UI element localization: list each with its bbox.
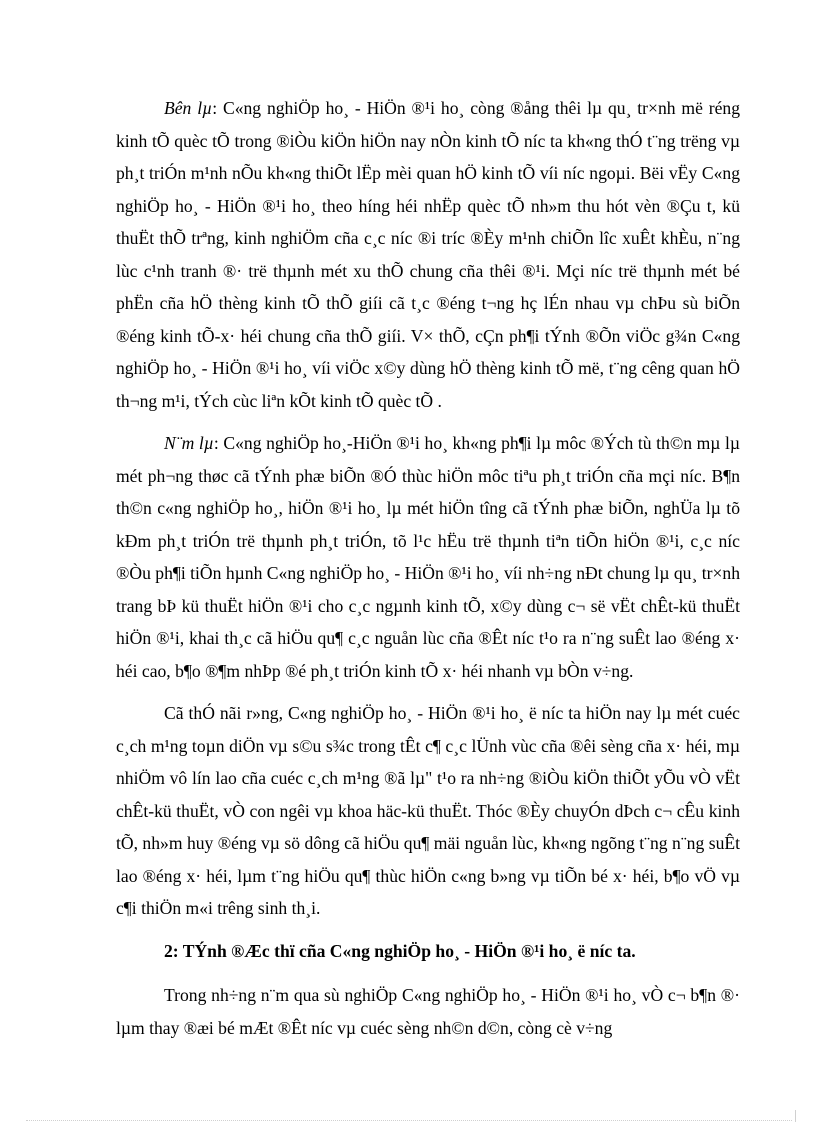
paragraph-lead-italic: N¨m lµ — [164, 433, 214, 453]
paragraph-lead-italic: Bên lµ — [164, 98, 213, 118]
page-bottom-rule — [26, 1120, 792, 1121]
paragraph-closing: Trong nh÷ng n¨m qua sù nghiÖp C«ng nghiÖp ho¸ - HiÖn ®¹i ho¸ vÒ c¬ b¶n ®· lµm thay ®æi bé mÆt ®Êt níc vµ cuéc sèng nh©n d©n, còng cè v÷ng — [116, 985, 740, 1038]
paragraph-text: : C«ng nghiÖp ho¸ - HiÖn ®¹i ho¸ còng ®ång thêi lµ qu¸ tr×nh më réng kinh tÕ quèc tÕ trong ®iÒu kiÖn hiÖn nay nÒn kinh tÕ níc ta kh«ng thÓ t¨ng trëng vµ ph¸t triÓn m¹nh nÕu kh«ng thiÕt lËp mèi quan hÖ kinh tÕ víi níc ngoµi. Bëi vËy C«ng nghiÖp ho¸ - HiÖn ®¹i ho¸ theo híng héi nhËp quèc tÕ nh»m thu hót vèn ®Çu t, kü thuËt thÕ trªng, kinh nghiÖm cña c¸c níc ®i tríc ®Èy m¹nh chiÕn lîc xuÊt khÈu, n¨ng lùc c¹nh tranh ®· trë thµnh mét xu thÕ chung cña thêi ®¹i. Mçi níc trë thµnh mét bé phËn cña hÖ thèng kinh tÕ thÕ giíi cã t¸c ®éng t¬ng hç lÉn nhau vµ chÞu sù biÕn ®éng kinh tÕ-x· héi chung cña thÕ giíi. V× thÕ, cÇn ph¶i tÝnh ®Õn viÖc g¾n C«ng nghiÖp ho¸ - HiÖn ®¹i ho¸ víi viÖc x©y dùng hÖ thèng kinh tÕ më, t¨ng cêng quan hÖ th¬ng m¹i, tÝch cùc liªn kÕt kinh tÕ quèc tÕ . — [116, 98, 740, 411]
page-corner-mark — [795, 1110, 796, 1122]
paragraph-ben-la — [116, 92, 740, 417]
paragraph-text: : C«ng nghiÖp ho¸-HiÖn ®¹i ho¸ kh«ng ph¶i lµ môc ®Ých tù th©n mµ lµ mét ph¬ng thøc cã tÝnh phæ biÕn ®Ó thùc hiÖn môc tiªu ph¸t triÓn cña mçi níc. B¶n th©n c«ng nghiÖp ho¸, hiÖn ®¹i ho¸ lµ mét hiÖn tîng cã tÝnh phæ biÕn, nghÜa lµ tõ kÐm ph¸t triÓn trë thµnh ph¸t triÓn, tõ l¹c hËu trë thµnh tiªn tiÕn hiÖn ®¹i, c¸c níc ®Òu ph¶i tiÕn hµnh C«ng nghiÖp ho¸ - HiÖn ®¹i ho¸ víi nh÷ng nÐt chung lµ qu¸ tr×nh trang bÞ kü thuËt hiÖn ®¹i cho c¸c ngµnh kinh tÕ, x©y dùng c¬ së vËt chÊt-kü thuËt hiÖn ®¹i, khai th¸c cã hiÖu qu¶ c¸c nguån lùc cña ®Êt níc t¹o ra n¨ng suÊt lao ®éng x· héi cao, b¶o ®¶m nhÞp ®é ph¸t triÓn kinh tÕ x· héi nhanh vµ bÒn v÷ng. — [116, 433, 740, 681]
page-body — [116, 92, 740, 1054]
paragraph-nam-la — [116, 427, 740, 687]
section-heading: 2: TÝnh ®Æc thï cña C«ng nghiÖp ho¸ - HiÖn ®¹i ho¸ ë níc ta. — [164, 940, 636, 961]
paragraph-text: Cã thÓ nãi r»ng, C«ng nghiÖp ho¸ - HiÖn ®¹i ho¸ ë níc ta hiÖn nay lµ mét cuéc c¸ch m¹ng toµn diÖn vµ s©u s¾c trong tÊt c¶ c¸c lÜnh vùc cña ®êi sèng cña x· héi, mµ nhiÖm vô lín lao cña cuéc c¸ch m¹ng ®ã lµ" t¹o ra nh÷ng ®iÒu kiÖn thiÕt yÕu vÒ vËt chÊt-kü thuËt, vÒ con ngêi vµ khoa häc-kü thuËt. Thóc ®Èy chuyÓn dÞch c¬ cÊu kinh tÕ, nh»m huy ®éng vµ sö dông cã hiÖu qu¶ mäi nguån lùc, kh«ng ngõng t¨ng n¨ng suÊt lao ®éng x· héi, lµm t¨ng hiÖu qu¶ thùc hiÖn c«ng b»ng vµ tiÕn bé x· héi, b¶o vÖ vµ c¶i thiÖn m«i trêng sinh th¸i. — [116, 703, 740, 918]
paragraph-co-the-noi — [116, 697, 740, 925]
